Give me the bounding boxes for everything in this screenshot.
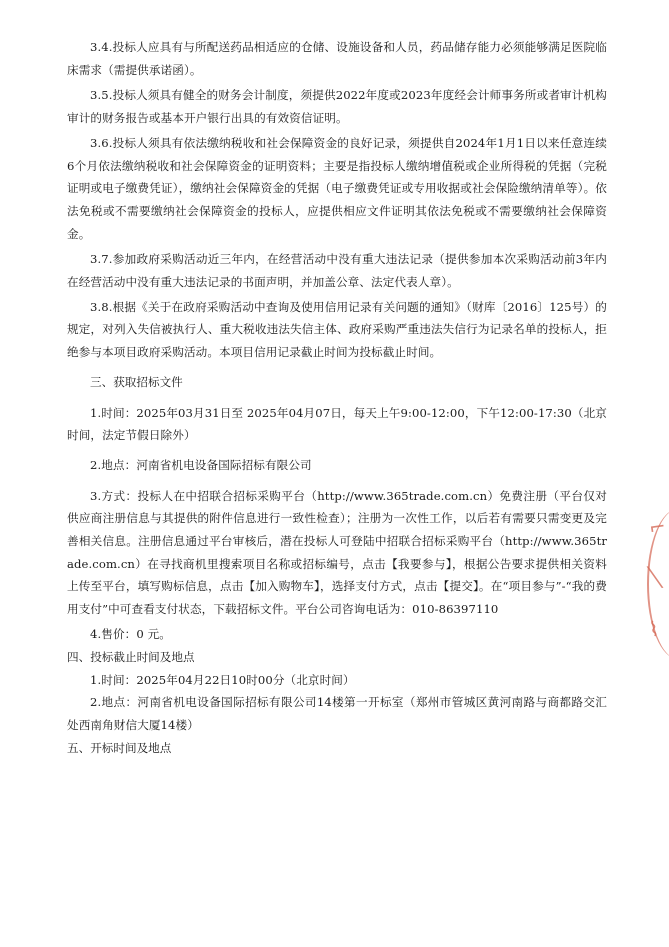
paragraph-price: 4.售价：0 元。 (90, 627, 171, 642)
paragraph-3-6: 3.6.投标人须具有依法缴纳税收和社会保障资金的良好记录，须提供自2024年1月1日以来任意连续6个月依法缴纳税收和社会保障资金的证明资料；主要是指投标人缴纳增值税或企业所得税的凭据（完税证明或电子缴费凭证），缴纳社会保障资金的凭据（电子缴费凭证或专用收据或社会保险缴纳清单等）。依法免税或不需要缴纳社会保障资金的投标人，应提供相应文件证明其依法免税或不需要缴纳社会保障资金。 (67, 135, 607, 241)
section-heading-obtain-documents: 三、获取招标文件 (90, 375, 183, 390)
document-body (67, 36, 607, 760)
stamp-mark-bottom: ⌇ (647, 616, 661, 642)
paragraph-obtain-location: 2.地点：河南省机电设备国际招标有限公司 (90, 458, 312, 473)
paragraph-3-4: 3.4.投标人应具有与所配送药品相适应的仓储、设施设备和人员，药品储存能力必须能够满足医院临床需求（需提供承诺函）。 (67, 40, 607, 77)
paragraph-3-8: 3.8.根据《关于在政府采购活动中查询及使用信用记录有关问题的通知》（财库〔2016〕125号）的规定，对列入失信被执行人、重大税收违法失信主体、政府采购严重违法失信行为记录名单的投标人，拒绝参与本项目政府采购活动。本项目信用记录截止时间为投标截止时间。 (67, 299, 607, 360)
stamp-mark-top: ⌐ (647, 513, 668, 541)
section-heading-deadline: 四、投标截止时间及地点 (67, 650, 195, 665)
section-heading-opening: 五、开标时间及地点 (67, 740, 172, 755)
paragraph-obtain-time: 1.时间：2025年03月31日至 2025年04月07日，每天上午9:00-12:00，下午12:00-17:30（北京时间，法定节假日除外） (67, 405, 607, 443)
paragraph-3-7: 3.7.参加政府采购活动近三年内，在经营活动中没有重大违法记录（提供参加本次采购活动前3年内在经营活动中没有重大违法记录的书面声明，并加盖公章、法定代表人章）。 (67, 251, 607, 289)
official-seal-stamp (645, 505, 669, 665)
paragraph-deadline-time: 1.时间：2025年04月22日10时00分（北京时间） (90, 672, 355, 687)
paragraph-obtain-method: 3.方式：投标人在中招联合招标采购平台（http://www.365trade.com.cn）免费注册（平台仅对供应商注册信息与其提供的附件信息进行一致性检查）；注册为一次性工作，以后若有需要只需变更及完善相关信息。注册信息通过平台审核后，潜在投标人可登陆中招联合招标采购平台（http://www.365trade.com.cn）在寻找商机里搜索项目名称或招标编号，点击【我要参与】，根据公告要求提供相关资料上传至平台，填写购标信息，点击【加入购物车】，选择支付方式，点击【提交】。在“项目参与”-“我的费用支付”中可查看支付状态，下载招标文件。平台公司咨询电话为：010-86397110 (67, 488, 607, 617)
paragraph-deadline-location: 2.地点：河南省机电设备国际招标有限公司14楼第一开标室（郑州市管城区黄河南路与商都路交汇处西南角财信大厦14楼） (67, 695, 607, 733)
stamp-mark-middle: ╲ (647, 564, 663, 590)
paragraph-3-5: 3.5.投标人须具有健全的财务会计制度，须提供2022年度或2023年度经会计师事务所或者审计机构审计的财务报告或基本开户银行出具的有效资信证明。 (67, 87, 607, 125)
